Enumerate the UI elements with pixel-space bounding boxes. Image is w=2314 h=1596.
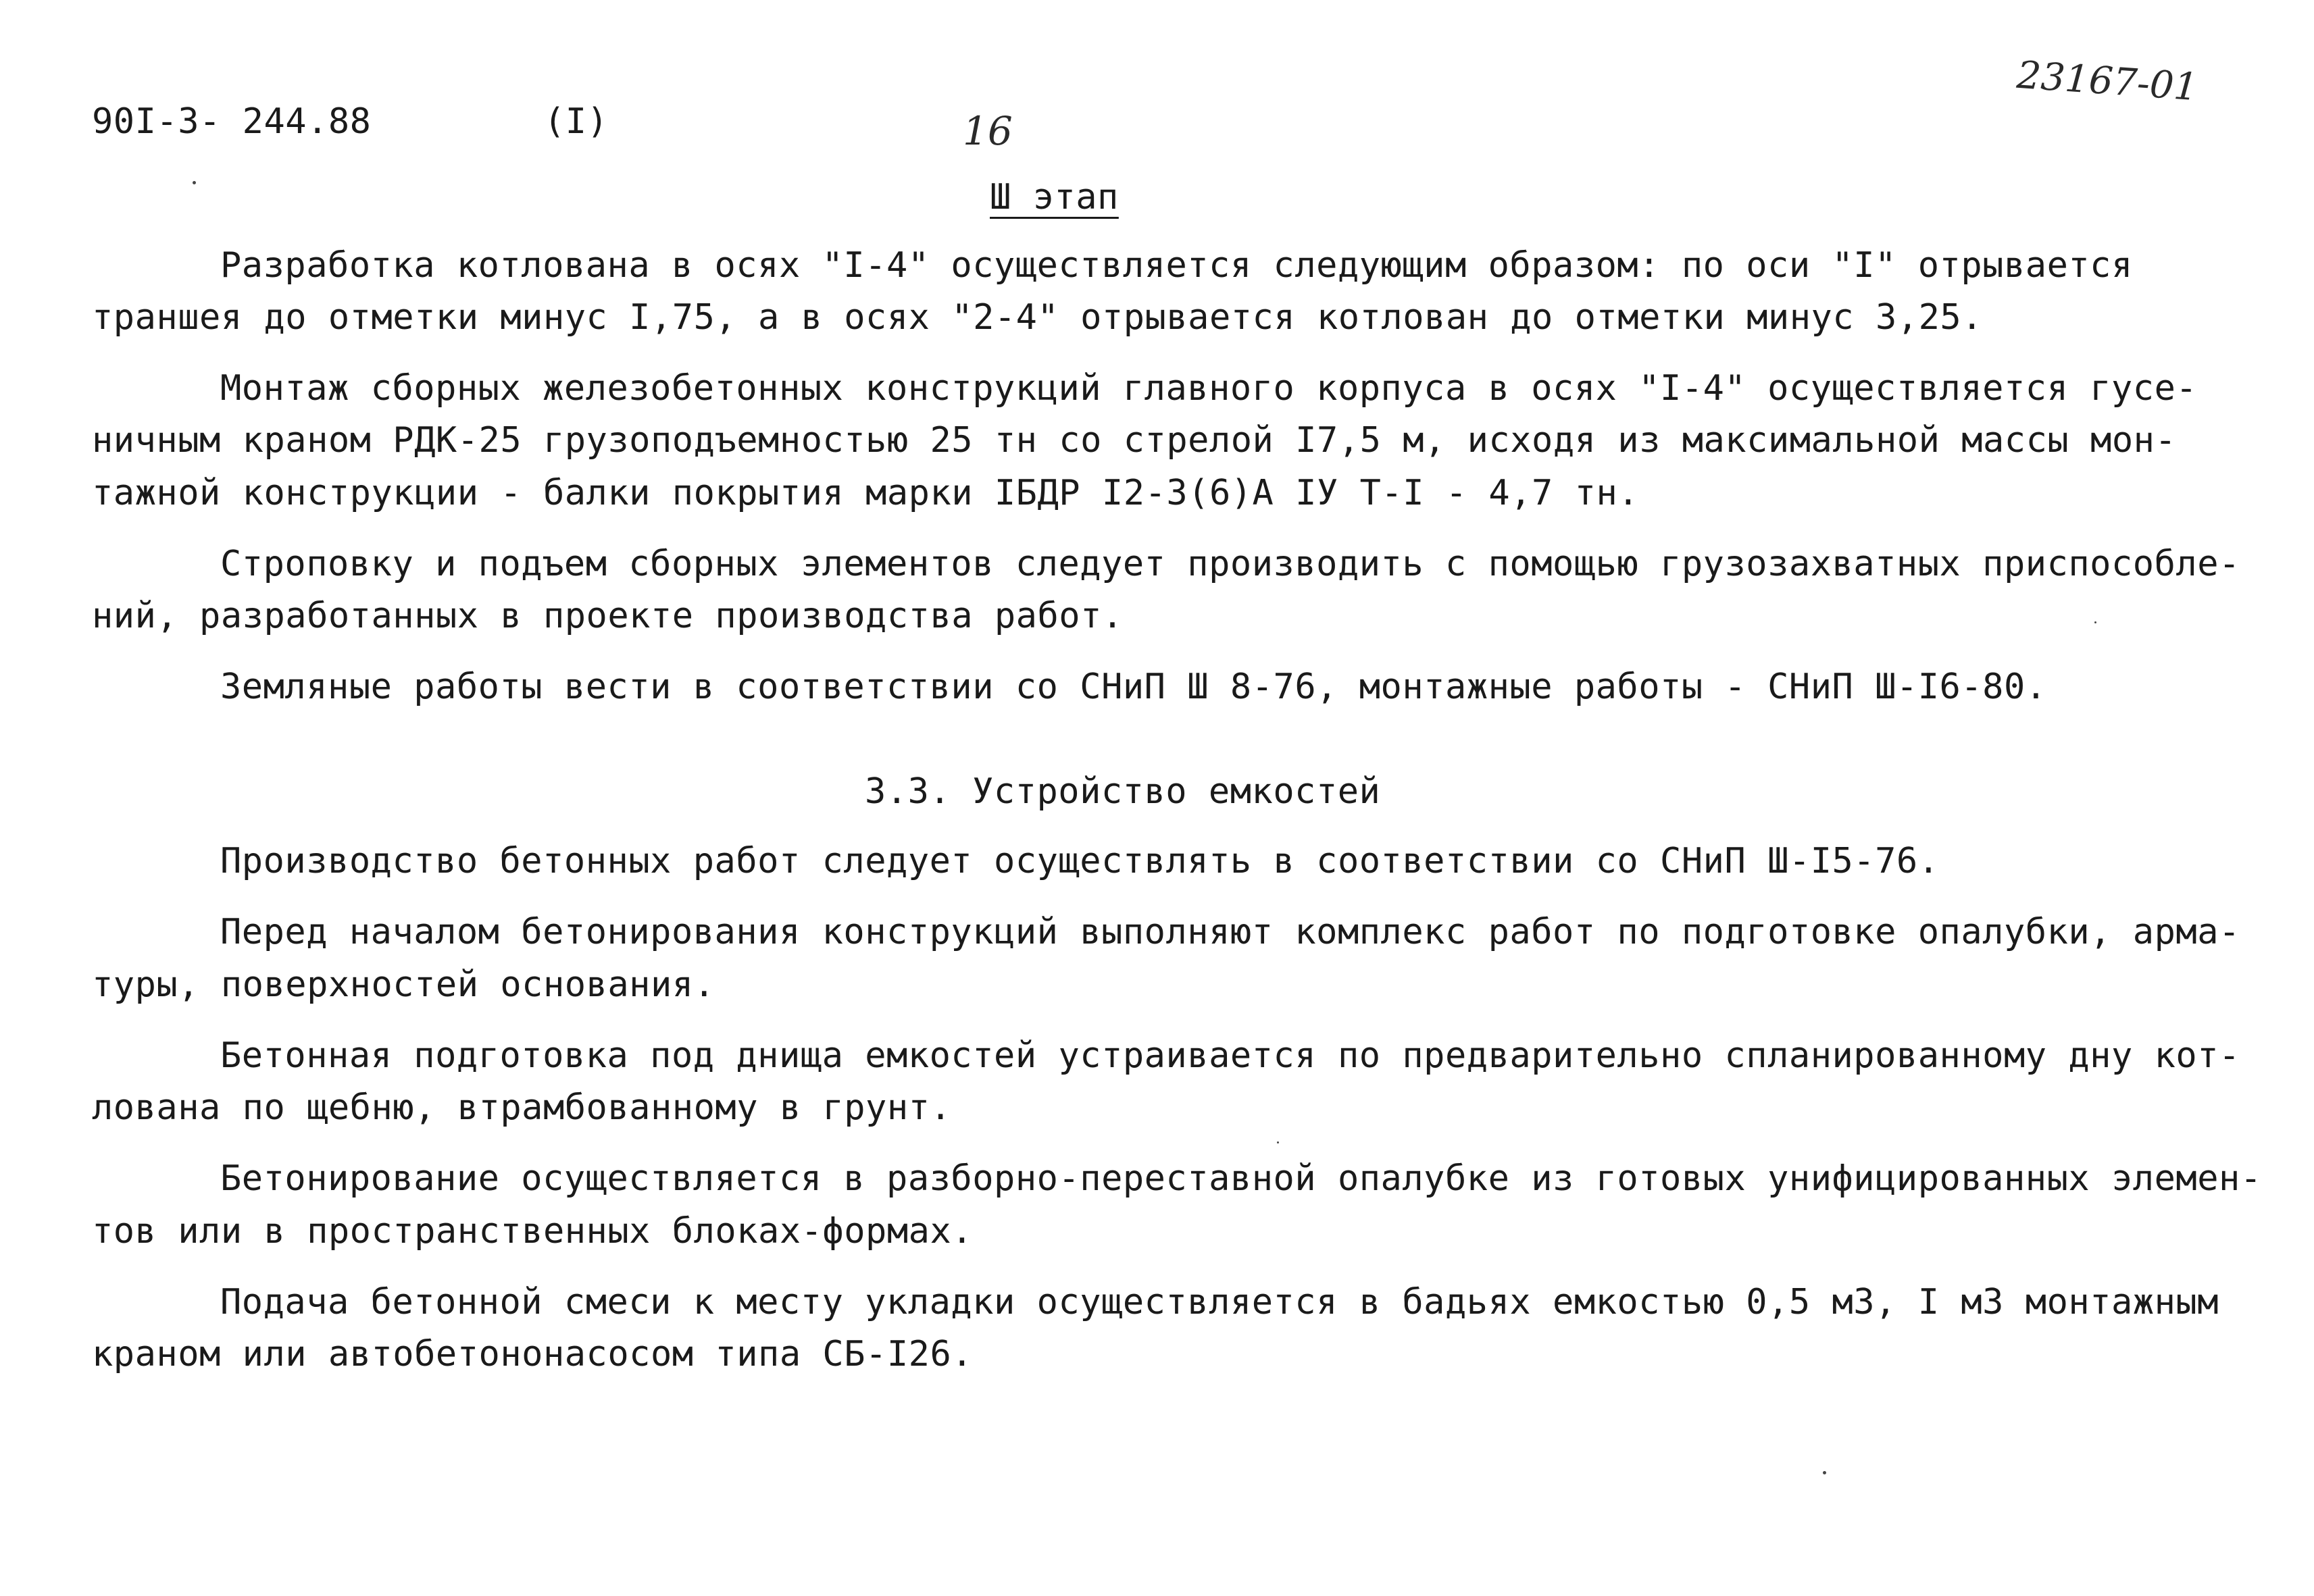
paragraph-line: краном или автобетононасосом типа СБ-I26. [92, 1334, 974, 1374]
paragraph-line: Перед началом бетонирования конструкций выполняют комплекс работ по подготовке опалубки, арма- [220, 912, 2240, 952]
scan-speck [1823, 1471, 1826, 1474]
paragraph-line: ний, разработанных в проекте производства работ. [92, 596, 1124, 636]
paragraph-line: ничным краном РДК-25 грузоподъемностью 25 тн со стрелой I7,5 м, исходя из максимальной массы мон- [92, 420, 2177, 461]
paragraph-line: траншея до отметки минус I,75, а в осях "2-4" отрывается котлован до отметки минус 3,25. [92, 297, 1983, 338]
scan-speck [1277, 1141, 1279, 1143]
paragraph-line: Разработка котлована в осях "I-4" осуществляется следующим образом: по оси "I" отрывается [220, 245, 2133, 286]
paragraph-line: лована по щебню, втрамбованному в грунт. [92, 1087, 952, 1128]
paragraph-line: Бетонная подготовка под днища емкостей устраивается по предварительно спланированному дну кот- [220, 1035, 2240, 1076]
paragraph-line: тов или в пространственных блоках-формах. [92, 1211, 974, 1252]
paragraph-line: туры, поверхностей основания. [92, 964, 715, 1005]
archive-number: 23167-01 [2015, 53, 2200, 110]
scan-speck [193, 181, 196, 184]
doc-code: 90I-3- 244.88 [92, 101, 372, 142]
paragraph-line: Подача бетонной смеси к месту укладки осуществляется в бадьях емкостью 0,5 м3, I м3 монтажным [220, 1282, 2219, 1322]
paragraph-line: Производство бетонных работ следует осуществлять в соответствии со СНиП Ш-I5-76. [220, 841, 1940, 881]
scan-speck [2094, 621, 2096, 623]
paragraph-line: Земляные работы вести в соответствии со СНиП Ш 8-76, монтажные работы - СНиП Ш-I6-80. [220, 667, 2047, 707]
section-heading: 3.3. Устройство емкостей [865, 771, 1381, 812]
paragraph-line: Строповку и подъем сборных элементов следует производить с помощью грузозахватных приспособле- [220, 544, 2240, 584]
volume-number: (I) [544, 101, 609, 142]
page-number: 16 [963, 108, 1013, 154]
paragraph-line: тажной конструкции - балки покрытия марки IБДР I2-3(6)А IУ Т-I - 4,7 тн. [92, 473, 1640, 513]
paragraph-line: Монтаж сборных железобетонных конструкций главного корпуса в осях "I-4" осуществляется гусе- [220, 368, 2198, 409]
paragraph-line: Бетонирование осуществляется в разборно-переставной опалубке из готовых унифицированных элемен- [220, 1158, 2262, 1199]
stage-heading: Ш этап [990, 177, 1119, 217]
